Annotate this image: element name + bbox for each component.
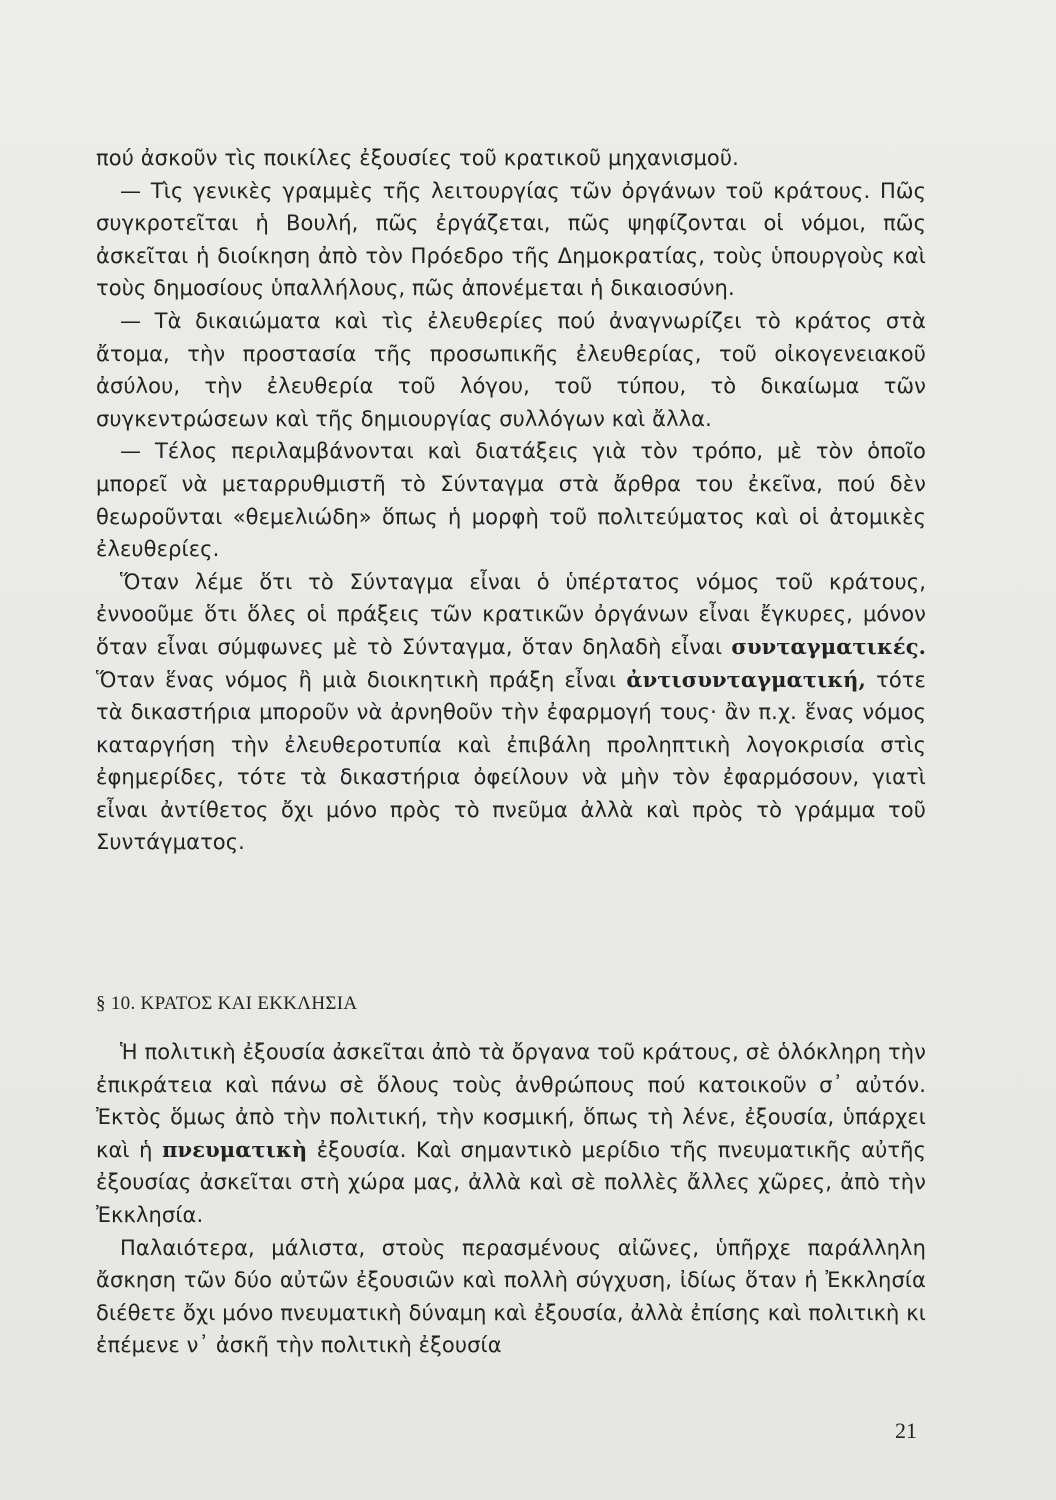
paragraph-history: Παλαιότερα, μάλιστα, στοὺς περασμένους αἰῶνες, ὑπῆρχε παράλληλη ἄσκηση τῶν δύο αὐτῶν ἐξουσιῶν καὶ πολλὴ σύγχυση, ἰδίως ὅταν ἡ Ἐκκλησία διέθετε ὄχι μόνο πνευματικὴ δύναμη καὶ ἐξουσία, ἀλλὰ ἐπίσης καὶ πολιτικὴ κι ἐπέμενε ν᾿ ἀσκῆ τὴν πολιτικὴ ἐξουσία: [96, 1235, 926, 1358]
section-text-block: [96, 1036, 926, 1362]
term-constitutional: συνταγματικές.: [731, 633, 926, 659]
page-number: 21: [895, 1418, 917, 1443]
supreme-law-text-1: Ὅταν λέμε ὅτι τὸ Σύνταγμα εἶναι ὁ ὑπέρτατος νόμος τοῦ κράτους, ἐννοοῦμε ὅτι ὅλες οἱ πράξεις τῶν κρατικῶν ὀργάνων εἶναι ἔγκυρες, μόνον ὅταν εἶναι σύμφωνες μὲ τὸ Σύνταγμα, ὅταν δηλαδὴ εἶναι: [96, 569, 926, 659]
upper-text-block: [96, 142, 926, 859]
paragraph-spiritual-authority: [96, 1036, 926, 1232]
spiritual-text-1: Ἡ πολιτικὴ ἐξουσία ἀσκεῖται ἀπὸ τὰ ὄργανα τοῦ κράτους, σὲ ὁλόκληρη τὴν ἐπικράτεια καὶ πάνω σὲ ὅλους τοὺς ἀνθρώπους πού κατοικοῦν σ᾿ αὐτόν. Ἐκτὸς ὅμως ἀπὸ τὴν πολιτική, τὴν κοσμική, ὅπως τὴ λένε, ἐξουσία, ὑπάρχει καὶ ἡ: [96, 1040, 926, 1162]
paragraph-amendment: — Τέλος περιλαμβάνονται καὶ διατάξεις γιὰ τὸν τρόπο, μὲ τὸν ὁποῖο μπορεῖ νὰ μεταρρυθμιστῆ τὸ Σύνταγμα στὰ ἄρθρα του ἐκεῖνα, πού δὲν θεωροῦνται «θεμελιώδη» ὅπως ἡ μορφὴ τοῦ πολιτεύματος καὶ οἱ ἀτομικὲς ἐλευθερίες.: [96, 439, 926, 562]
term-unconstitutional: ἀντισυνταγματική,: [626, 666, 866, 692]
paragraph-mechanism: πού ἀσκοῦν τὶς ποικίλες ἐξουσίες τοῦ κρατικοῦ μηχανισμοῦ.: [96, 146, 739, 170]
paragraph-rights-freedoms: — Τὰ δικαιώματα καὶ τὶς ἐλευθερίες πού ἀναγνωρίζει τὸ κράτος στὰ ἄτομα, τὴν προστασία τῆς προσωπικῆς ἐλευθερίας, τοῦ οἰκογενειακοῦ ἀσύλου, τὴν ἐλευθερία τοῦ λόγου, τοῦ τύπου, τὸ δικαίωμα τῶν συγκεντρώσεων καὶ τῆς δημιουργίας συλλόγων καὶ ἄλλα.: [96, 308, 926, 431]
section-heading: § 10. ΚΡΑΤΟΣ ΚΑΙ ΕΚΚΛΗΣΙΑ: [96, 993, 358, 1014]
term-spiritual: πνευματικὴ: [162, 1136, 308, 1162]
spiritual-text-2: ἐξουσία. Καὶ σημαντικὸ μερίδιο τῆς πνευματικῆς αὐτῆς ἐξουσίας ἀσκεῖται στὴ χώρα μας, ἀλλὰ καὶ σὲ πολλὲς ἄλλες χῶρες, ἀπὸ τὴν Ἐκκλησία.: [96, 1137, 926, 1227]
supreme-law-text-3: τότε τὰ δικαστήρια μποροῦν νὰ ἀρνηθοῦν τὴν ἐφαρμογή τους· ἂν π.χ. ἕνας νόμος καταργήση τὴν ἐλευθεροτυπία καὶ ἐπιβάλη προληπτικὴ λογοκρισία στὶς ἐφημερίδες, τότε τὰ δικαστήρια ὀφείλουν νὰ μὴν τὸν ἐφαρμόσουν, γιατὶ εἶναι ἀντίθετος ὄχι μόνο πρὸς τὸ πνεῦμα ἀλλὰ καὶ πρὸς τὸ γράμμα τοῦ Συντάγματος.: [96, 667, 926, 855]
paragraph-supreme-law: [96, 566, 926, 859]
supreme-law-text-2: Ὅταν ἕνας νόμος ἢ μιὰ διοικητικὴ πράξη εἶναι: [96, 667, 627, 692]
paragraph-state-organs: — Τὶς γενικὲς γραμμὲς τῆς λειτουργίας τῶν ὀργάνων τοῦ κράτους. Πῶς συγκροτεῖται ἡ Βουλή, πῶς ἐργάζεται, πῶς ψηφίζονται οἱ νόμοι, πῶς ἀσκεῖται ἡ διοίκηση ἀπὸ τὸν Πρόεδρο τῆς Δημοκρατίας, τοὺς ὑπουργοὺς καὶ τοὺς δημοσίους ὑπαλλήλους, πῶς ἀπονέμεται ἡ δικαιοσύνη.: [96, 178, 926, 301]
